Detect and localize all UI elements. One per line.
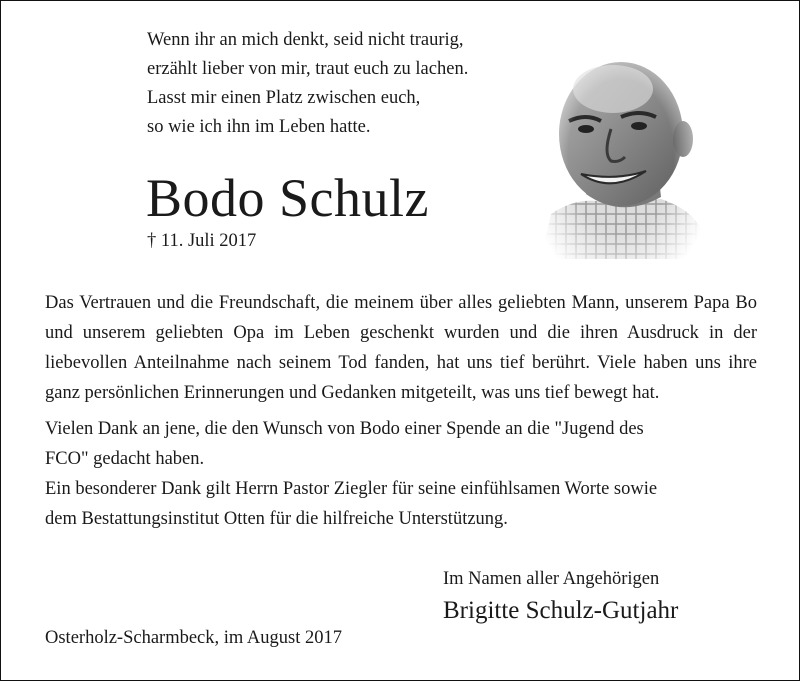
poem-line: erzählt lieber von mir, traut euch zu lachen. [147,59,469,79]
portrait-photo-icon [541,29,701,259]
signature-intro: Im Namen aller Angehörigen [443,569,660,589]
donation-paragraph [45,414,757,474]
poem [147,26,468,142]
thanks-paragraph: Das Vertrauen und die Freundschaft, die meinem über alles geliebten Mann, unserem Papa Bo und unserem geliebten Opa im Leben geschenkt wurden und die ihren Ausdruck in der liebevollen Anteilnahme nach seinem Tod fanden, hat uns tief berührt. Viele haben uns ihre ganz persönlichen Erinnerungen und Gedanken mitgeteilt, was uns tief bewegt hat. [45,293,757,403]
poem-line: so wie ich ihn im Leben hatte. [147,117,371,137]
signature-name: Brigitte Schulz-Gutjahr [443,597,679,624]
special-thanks-line: Ein besonderer Dank gilt Herrn Pastor Ziegler für seine einfühlsamen Worte sowie [45,479,658,499]
death-date: † 11. Juli 2017 [147,231,257,251]
donation-line: FCO" gedacht haben. [45,449,205,469]
special-thanks-line: dem Bestattungsinstitut Otten für die hilfreiche Unterstützung. [45,509,508,529]
donation-line: Vielen Dank an jene, die den Wunsch von Bodo einer Spende an die "Jugend des [45,419,644,439]
special-thanks-paragraph [45,474,757,534]
poem-line: Wenn ihr an mich denkt, seid nicht traurig, [147,30,464,50]
poem-line: Lasst mir einen Platz zwischen euch, [147,88,421,108]
deceased-name: Bodo Schulz [146,168,429,228]
place-and-date: Osterholz-Scharmbeck, im August 2017 [45,628,342,648]
body-text [45,288,757,534]
